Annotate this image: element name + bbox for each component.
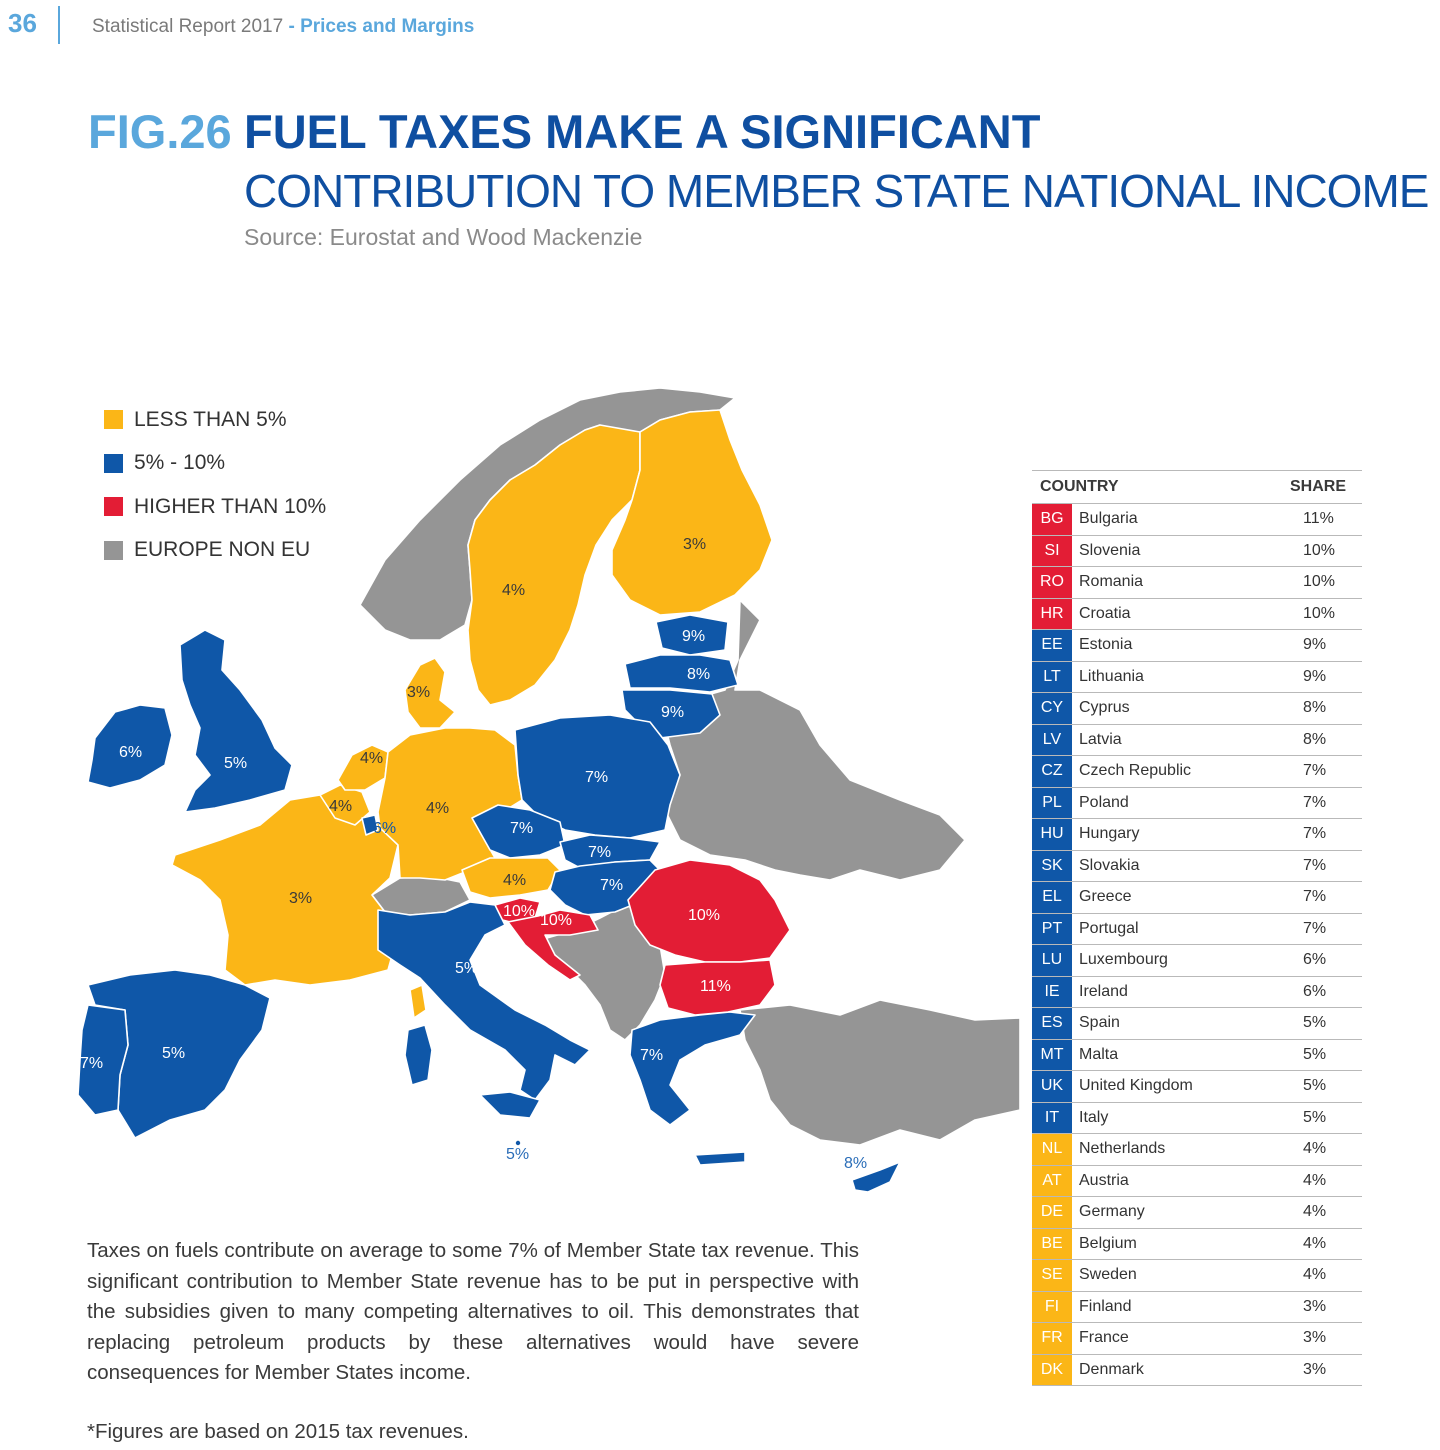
region-greece[interactable] (630, 1012, 755, 1125)
table-row (1032, 662, 1362, 694)
country-name: Sweden (1079, 1266, 1137, 1284)
table-row (1032, 536, 1362, 568)
page-number: 36 (8, 8, 37, 38)
country-name: Greece (1079, 888, 1132, 906)
country-name: Croatia (1079, 604, 1131, 622)
legend-swatch (104, 497, 123, 516)
country-name: Netherlands (1079, 1140, 1166, 1158)
legend-swatch (104, 410, 123, 429)
map-legend (104, 398, 326, 572)
table-row (1032, 1166, 1362, 1198)
table-row (1032, 567, 1362, 599)
map-label-ie: 6% (119, 744, 143, 761)
country-share: 7% (1303, 762, 1327, 780)
country-share: 4% (1303, 1171, 1327, 1189)
table-row (1032, 504, 1362, 536)
country-share: 4% (1303, 1266, 1327, 1284)
legend-label: 5% - 10% (134, 451, 226, 475)
country-name: Spain (1079, 1014, 1120, 1032)
table-row (1032, 1229, 1362, 1261)
country-code-badge: SK (1032, 851, 1072, 882)
table-body (1032, 504, 1362, 1386)
table-row (1032, 693, 1362, 725)
region-sardinia[interactable] (405, 1025, 432, 1085)
country-code-badge: SI (1032, 536, 1072, 567)
table-row (1032, 1071, 1362, 1103)
section-separator: - (283, 16, 301, 37)
country-share: 9% (1303, 636, 1327, 654)
table-row (1032, 630, 1362, 662)
legend-item-5-to-10 (104, 442, 326, 486)
map-label-de: 4% (426, 800, 450, 817)
map-label-lt: 9% (661, 704, 685, 721)
table-row (1032, 1040, 1362, 1072)
country-name: Luxembourg (1079, 951, 1168, 969)
country-code-badge: LU (1032, 945, 1072, 976)
country-code-badge: IE (1032, 977, 1072, 1008)
map-label-si: 10% (503, 903, 536, 920)
legend-item-higher-than-10 (104, 485, 326, 529)
table-row (1032, 1323, 1362, 1355)
region-crete[interactable] (695, 1152, 745, 1165)
country-name: Estonia (1079, 636, 1133, 654)
legend-swatch (104, 541, 123, 560)
column-header-country: COUNTRY (1040, 478, 1119, 495)
country-share: 3% (1303, 1329, 1327, 1347)
country-share-table (1032, 470, 1362, 1386)
column-header-share: SHARE (1290, 478, 1347, 495)
map-label-lv: 8% (687, 666, 711, 683)
map-label-se: 4% (502, 582, 526, 599)
country-code-badge: UK (1032, 1071, 1072, 1102)
country-code-badge: HU (1032, 819, 1072, 850)
map-label-fi: 3% (683, 536, 707, 553)
country-code-badge: PT (1032, 914, 1072, 945)
map-label-fr: 3% (289, 890, 313, 907)
country-code-badge: AT (1032, 1166, 1072, 1197)
section-name: Prices and Margins (300, 16, 475, 37)
map-label-bg: 11% (700, 978, 731, 995)
map-label-el: 7% (640, 1047, 664, 1064)
table-row (1032, 1197, 1362, 1229)
running-head (92, 16, 474, 38)
country-name: Germany (1079, 1203, 1145, 1221)
table-row (1032, 1355, 1362, 1387)
country-name: Lithuania (1079, 667, 1144, 685)
country-code-badge: BE (1032, 1229, 1072, 1260)
country-share: 7% (1303, 919, 1327, 937)
country-code-badge: LV (1032, 725, 1072, 756)
country-share: 8% (1303, 699, 1327, 717)
country-share: 7% (1303, 888, 1327, 906)
country-share: 8% (1303, 730, 1327, 748)
country-name: United Kingdom (1079, 1077, 1193, 1095)
map-label-ee: 9% (682, 628, 706, 645)
figure-source: Source: Eurostat and Wood Mackenzie (244, 224, 643, 250)
legend-label: LESS THAN 5% (134, 407, 287, 431)
country-code-badge: IT (1032, 1103, 1072, 1134)
map-label-lu: 6% (373, 820, 397, 837)
country-share: 3% (1303, 1360, 1327, 1378)
table-row (1032, 788, 1362, 820)
country-share: 7% (1303, 793, 1327, 811)
map-label-sk: 7% (588, 844, 612, 861)
country-name: Czech Republic (1079, 762, 1192, 780)
map-label-it: 5% (455, 960, 479, 977)
country-share: 10% (1303, 541, 1336, 559)
body-paragraph: Taxes on fuels contribute on average to some 7% of Member State tax revenue. This significant contribution to Member State revenue has to be put in perspective with the subsidies given to many competing alternatives to oil. This demonstrates that replacing petroleum products by these alternatives would have severe consequences for Member States income. (87, 1239, 859, 1384)
table-row (1032, 977, 1362, 1009)
header-divider (58, 6, 60, 44)
country-name: Italy (1079, 1108, 1109, 1126)
country-name: Belgium (1079, 1234, 1137, 1252)
country-name: Romania (1079, 573, 1144, 591)
country-name: Cyprus (1079, 699, 1130, 717)
map-label-es: 5% (162, 1045, 186, 1062)
region-latvia[interactable] (625, 655, 738, 692)
country-code-badge: HR (1032, 599, 1072, 630)
country-code-badge: EL (1032, 882, 1072, 913)
map-label-cy: 8% (844, 1155, 868, 1172)
region-turkey (740, 1000, 1020, 1145)
map-label-uk: 5% (224, 755, 248, 772)
country-share: 4% (1303, 1140, 1327, 1158)
map-label-mt: 5% (506, 1146, 530, 1163)
map-label-pt: 7% (80, 1055, 104, 1072)
table-row (1032, 882, 1362, 914)
country-name: Finland (1079, 1297, 1132, 1315)
report-name: Statistical Report 2017 (92, 16, 284, 37)
table-row (1032, 1134, 1362, 1166)
table-row (1032, 914, 1362, 946)
map-label-nl: 4% (360, 750, 384, 767)
country-name: Portugal (1079, 919, 1139, 937)
country-code-badge: DK (1032, 1355, 1072, 1386)
map-label-at: 4% (503, 872, 527, 889)
country-share: 5% (1303, 1045, 1327, 1063)
table-row (1032, 819, 1362, 851)
country-share: 5% (1303, 1014, 1327, 1032)
country-share: 11% (1303, 510, 1334, 528)
table-row (1032, 1008, 1362, 1040)
country-share: 9% (1303, 667, 1327, 685)
country-share: 5% (1303, 1077, 1327, 1095)
page-header (0, 0, 1440, 60)
table-row (1032, 1292, 1362, 1324)
country-code-badge: DE (1032, 1197, 1072, 1228)
country-name: Hungary (1079, 825, 1140, 843)
country-share: 3% (1303, 1297, 1327, 1315)
figure-label: FIG.26 (88, 105, 232, 158)
country-name: Poland (1079, 793, 1129, 811)
country-code-badge: BG (1032, 504, 1072, 535)
country-code-badge: RO (1032, 567, 1072, 598)
country-share: 5% (1303, 1108, 1327, 1126)
map-label-cz: 7% (510, 820, 534, 837)
country-name: Ireland (1079, 982, 1128, 1000)
country-code-badge: CY (1032, 693, 1072, 724)
region-corsica[interactable] (410, 985, 426, 1018)
table-row (1032, 945, 1362, 977)
table-row (1032, 1260, 1362, 1292)
map-label-hr: 10% (540, 912, 573, 929)
table-row (1032, 725, 1362, 757)
country-share: 6% (1303, 982, 1327, 1000)
country-share: 4% (1303, 1203, 1327, 1221)
legend-item-non-eu (104, 529, 326, 573)
country-code-badge: ES (1032, 1008, 1072, 1039)
country-name: France (1079, 1329, 1129, 1347)
table-row (1032, 851, 1362, 883)
country-name: Austria (1079, 1171, 1129, 1189)
map-label-dk: 3% (407, 684, 431, 701)
legend-label: HIGHER THAN 10% (134, 494, 327, 518)
country-code-badge: EE (1032, 630, 1072, 661)
figure-title-line2: CONTRIBUTION TO MEMBER STATE NATIONAL INCOME (244, 165, 1429, 217)
country-share: 10% (1303, 573, 1336, 591)
region-uk[interactable] (180, 630, 292, 812)
legend-swatch (104, 454, 123, 473)
country-code-badge: PL (1032, 788, 1072, 819)
legend-item-less-than-5 (104, 398, 326, 442)
map-label-hu: 7% (600, 877, 624, 894)
country-code-badge: FI (1032, 1292, 1072, 1323)
legend-label: EUROPE NON EU (134, 538, 311, 562)
country-code-badge: MT (1032, 1040, 1072, 1071)
country-code-badge: LT (1032, 662, 1072, 693)
figure-title-line1: FUEL TAXES MAKE A SIGNIFICANT (244, 105, 1041, 158)
footnote: *Figures are based on 2015 tax revenues. (87, 1420, 469, 1443)
country-code-badge: SE (1032, 1260, 1072, 1291)
country-share: 6% (1303, 951, 1327, 969)
country-share: 10% (1303, 604, 1336, 622)
country-name: Slovenia (1079, 541, 1141, 559)
country-share: 4% (1303, 1234, 1327, 1252)
country-name: Malta (1079, 1045, 1119, 1063)
country-code-badge: FR (1032, 1323, 1072, 1354)
table-header (1032, 470, 1362, 504)
map-label-ro: 10% (688, 907, 721, 924)
map-label-be: 4% (329, 798, 353, 815)
table-row (1032, 1103, 1362, 1135)
table-row (1032, 599, 1362, 631)
country-name: Bulgaria (1079, 510, 1138, 528)
map-label-pl: 7% (585, 769, 609, 786)
country-share: 7% (1303, 856, 1327, 874)
country-code-badge: NL (1032, 1134, 1072, 1165)
table-row (1032, 756, 1362, 788)
country-name: Denmark (1079, 1360, 1144, 1378)
country-name: Slovakia (1079, 856, 1140, 874)
country-name: Latvia (1079, 730, 1122, 748)
country-share: 7% (1303, 825, 1327, 843)
country-code-badge: CZ (1032, 756, 1072, 787)
